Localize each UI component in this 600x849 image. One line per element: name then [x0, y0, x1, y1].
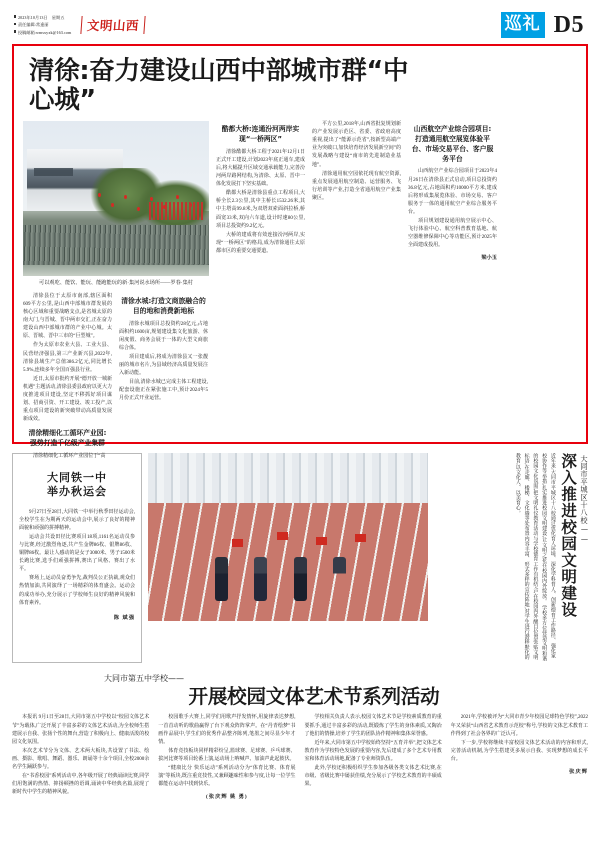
lead-col-photo	[23, 121, 209, 462]
lead-col4-subhead: 山西航空产业综合园项目: 打造通用航空展览体验平台、市场交易平台、客户服务平台	[411, 125, 494, 163]
photo-red-flag	[355, 534, 366, 542]
photo-water	[23, 265, 209, 276]
editor-credit: 责任编辑:常逢丽	[17, 22, 49, 28]
photo-building-windows	[34, 168, 73, 177]
bullet-icon	[14, 30, 16, 32]
lead-byline: 梁小玉	[481, 255, 497, 262]
photo-runner	[215, 557, 228, 601]
photo-red-railing	[149, 202, 205, 221]
lead-col-bridge	[216, 121, 305, 462]
submission-email: 投稿邮箱:wmsxyxk@163.com	[17, 29, 72, 35]
lead-col4-body: 平方公里,2018年,山西省批复规划新的产业发展示范区、省委、省政府高度重视,提出了“能源示范省”,按新型高端产业为突破口,加快培育经济发展新空间”的发展战略与建设“南市的先进制造业基地”。 清徐通用航空园依托现有航空资源,重点发展通用航空制造、运营服务、飞行培训等产业,打造全省通用航空产业集聚区。	[312, 122, 401, 201]
photo-running-track	[148, 503, 428, 621]
masthead-meta	[14, 14, 71, 37]
school-body: 近年来,大同市平城区十八校通过优化育人环境、深化学科育人、创新德育工作路径、强化家校协作等举措,扎实推进校园文明建设,让文明之花在校园内外绽放。 学校多方位营造文明和谐的校园文化氛围,把文明礼仪教育活动与学校德育工作有机结合,在校园内外醒目位置张贴文明标语,在走廊、楼梯、文化墙等处布置内容丰富、形式多样的宣传阵地,对学生进行潜移默化的教育,以文化人、以美育心。	[514, 453, 555, 662]
sports-title: 大同铁一中 举办秋运会	[47, 471, 107, 499]
bottom-byline-right: 张庆辉	[569, 769, 588, 775]
bottom-col-2: 校园歌手大赛上,同学们用歌声抒发情怀,用旋律表达梦想,一首首动听的歌曲赢得了台下观众阵阵掌声。在“丹青绘梦”书画作品展中,学生们的优秀作品整齐陈列,笔墨之间尽显少年才情。 体育竞技板块同样精彩纷呈,篮球赛、足球赛、乒乓球赛、拔河比赛等项目轮番上演,运动场上呐喊声、加油声此起彼伏。 “健康比分 快乐运动”系列活动分为“体育比赛、体育展演”等板块,既注重竞技性,又兼顾趣味性和参与度,让每一位学生都能在运动中找到快乐。 (张庆辉 姚 勇)	[158, 715, 296, 801]
bottom-col-1: 本报讯 9月1日至28日,大同市第五中学校以“校园文体艺术节”为载体,广泛开展了丰富多彩的文体艺术活动,为全校师生搭建展示自我、张扬个性的舞台,营造了积极向上、健康活泼的校园文化氛围。 本次艺术节分为文体、艺术两大板块,共设置了书法、绘画、摄影、歌唱、舞蹈、器乐、朗诵等十余个项目,全校2000余名学生踊跃参与。 在“书香校园”系列活动中,各年级开展了经典诵读比赛,同学们用饱满的热情、抑扬顿挫的语调,诵读中华经典名篇,展现了新时代中学生的精神风貌。	[12, 715, 150, 796]
lead-col2-text: 清徐水城:打造文商旅融合的目的地和消费新地标 清徐水城项目总投资约28亿元,占地面积约1600亩,规划建设集文化旅游、休闲度假、商务会展于一体的大型文商旅综合体。 项目建成后,将成为清徐县又一张靓丽的城市名片,为县域经济高质量发展注入新动能。 目前,清徐水城已完成主体工程建设,配套设施正在紧张施工中,预计2024年5月份正式开业运营。	[119, 293, 208, 462]
sports-photo	[148, 453, 428, 621]
photo-runner	[294, 557, 307, 601]
lead-col3-subhead: 清徐水城:打造文商旅融合的目的地和消费新地标	[121, 296, 206, 315]
bullet-icon	[14, 15, 16, 17]
sports-body: 9月27日至28日,大同铁一中举行秋季田径运动会,全校学生在为期两天的运动会中,展示了良好的精神面貌和顽强的拼搏精神。 运动会共设田径比赛项目18项,1161名运动员参与比赛,经过激烈角逐,共产生金牌86枚、银牌86枚、铜牌86枚。最让人感动的是女子3000米、男子1500米长跑比赛,选手们顽强拼搏,赛出了风格、赛出了水平。 赛场上,运动员奋勇争先,裁判员公正执裁,观众们热情加油,共同演绎了一场精彩的体育盛会。运动会的成功举办,充分展示了学校师生良好的精神风貌和体育素养。	[19, 509, 135, 606]
publication-date: 2023年10月13日 星期五	[17, 14, 65, 20]
section-badge: 巡礼	[501, 12, 545, 38]
sports-photo-wrap	[148, 453, 428, 663]
sports-article	[12, 453, 142, 663]
bottom-title: 开展校园文体艺术节系列活动	[188, 685, 440, 708]
bottom-article	[12, 673, 588, 802]
photo-runner	[333, 557, 346, 601]
lead-col1-subhead: 清徐精细化工循环产业园: 强势打造千亿级产业集群	[28, 429, 107, 448]
photo-red-flag	[316, 537, 327, 545]
lead-col-aviation	[312, 121, 401, 462]
lead-col4-tail: 山西航空产业综合园项目于2023年4月26日在清徐县正式启动,项目总投资约36.8亿元,占地面积约10000平方米,建成后将形成集展览体验、市场交易、客户服务于一体的通用航空产业综合服务平台。 项目规划建设通用航空展示中心、飞行体验中心、航空科普教育基地、航空器维修保障中心等功能区,预计2025年全面建成投用。	[408, 169, 497, 249]
school-title: 深入推进校园文明建设	[559, 453, 578, 618]
page-number: D5	[553, 11, 584, 38]
lead-headline: 清徐:奋力建设山西中部城市群“中心城”	[29, 56, 409, 115]
lead-col-aviation-detail	[408, 121, 497, 462]
bottom-byline-left: (张庆辉 姚 勇)	[206, 794, 248, 801]
bottom-columns	[12, 714, 588, 801]
school-kicker: 大同市平城区十八校——	[580, 455, 589, 544]
photo-red-flag	[232, 539, 243, 547]
bottom-kicker: 大同市第五中学校——	[104, 674, 184, 683]
lead-col2-subhead: 酷都大桥:连通汾河两岸实现“一桥两区”	[221, 125, 300, 143]
lead-photo	[23, 121, 209, 276]
lead-col2-body: 清徐酷都大桥工程于2021年12月1日正式开工建设,计划2023年底正通车,建成后,将大幅提升区域交通承载能力,完善汾河两岸路网结构,为清徐、太原、晋中一体化发展打下坚实基础。 酷都大桥是清徐县重点工程项目,大桥全长2.3公里,其中主桥长1532.26米,其中主塔高99.8米,为双塔双索面斜拉桥,桥面宽33米,双向六车道,设计时速80公里,项目总投资约9.2亿元。 大桥的建成将有效连接汾河两岸,实现“一桥两区”的格局,成为清徐通往太原都市区的重要交通要道。	[216, 149, 305, 254]
lead-article-box	[12, 44, 588, 460]
lead-photo-caption: 可以观吃、能饮、能玩、能跑能玩的新·集河说水场所——罗春·集村	[39, 280, 193, 287]
photo-red-flag	[277, 532, 288, 540]
publication-logo: 文明山西	[81, 16, 146, 34]
lead-columns	[23, 121, 577, 462]
lead-col1-text: 清徐县位于太原市南部,辖区面积609平方公里,是山西中部城市群发展的核心区域和重要战略支点,是省城太原的南大门,与晋城、晋中两市交汇,正在奋力建设山西中部城市群的产业中心城。太原、晋城、晋中三市的“巨型城”。 作为太原市农业大县、工业大县、民营经济强县,第三产业新兴县,2022年,清徐县域生产总值386.2亿元,同比增长5.9%,连续多年全国百强县行业。 近日,太原市批约开展“德开放一城新机遇”主题活动,清徐县委县政府以更大力度推进项目建设,坚定不移抓好项目谋划、招商引资、开工建设、竣工投产,以重点项目建设的新突破带动高质量发展新成效。 清徐精细化工循环产业园: 强势打造千亿级产业集群 清徐精细化工循环产业园位于“高	[23, 293, 112, 460]
bottom-col-4: 2021年,学校被评为“大同市青少年校园足球特色学校”,2022年又荣获“山西省艺术教育示范校”称号,学校的文体艺术教育工作得到了社会各界的广泛认可。 下一步,学校将继续丰富校园文体艺术活动的内容和形式,完善活动机制,为学生搭建更多展示自我、实现梦想的成长平台。 张庆辉	[450, 715, 588, 775]
lower-section	[12, 453, 588, 663]
masthead	[0, 0, 600, 44]
photo-buildings-background	[148, 453, 428, 507]
photo-runner	[254, 557, 267, 601]
school-vertical-article	[434, 453, 588, 663]
bottom-col-3: 学校相关负责人表示,校园文体艺术节是学校素质教育的重要抓手,通过丰富多彩的活动,既锻炼了学生的身体素质,又陶冶了他们的情操,培养了学生的团队协作精神和集体荣誉感。 近年来,大同市第五中学校始终坚持“五育并举”,把文体艺术教育作为学校特色发展的重要内容,先后建成了多个艺术专用教室和体育活动场地,配备了专业师资队伍。 此外,学校还积极组织学生参加各级各类文体艺术比赛,在市级、省级比赛中屡获佳绩,充分展示了学校艺术教育的丰硕成果。	[304, 715, 442, 788]
sports-byline: 陈 斌强	[113, 614, 135, 621]
bullet-icon	[14, 23, 16, 25]
